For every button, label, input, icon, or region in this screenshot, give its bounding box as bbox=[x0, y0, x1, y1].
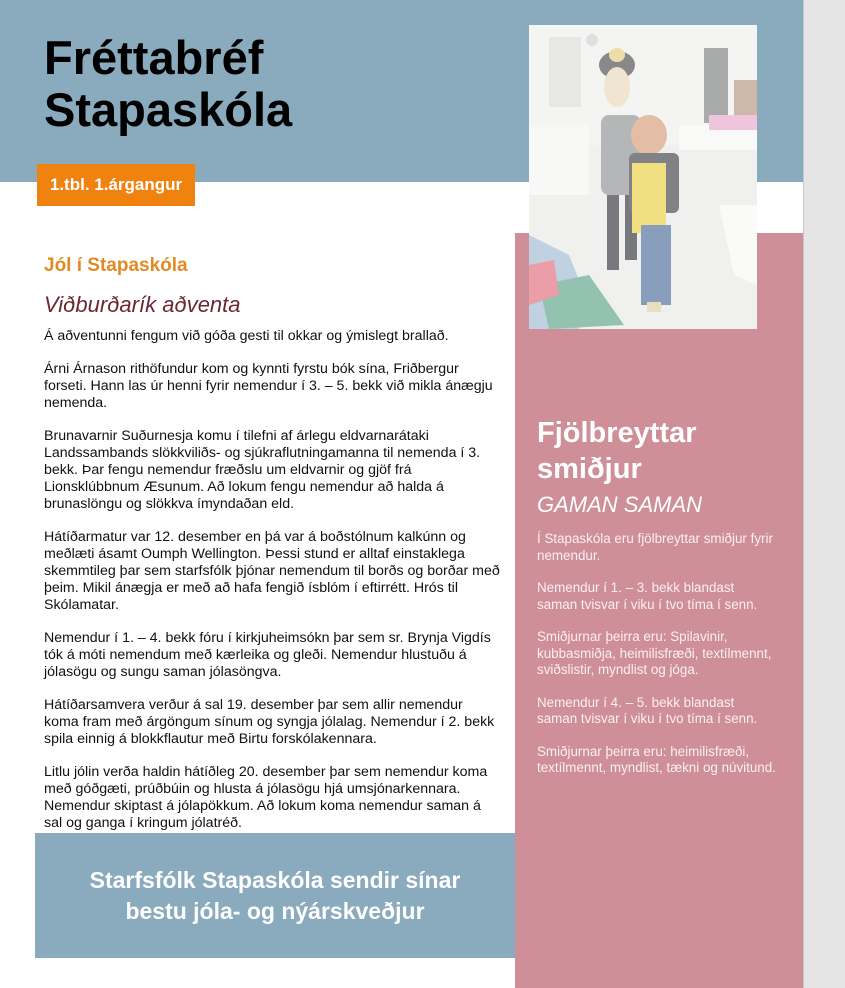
sidebar-paragraph: Nemendur í 1. – 3. bekk blandast saman tvisvar í viku í tvo tíma í senn. bbox=[537, 580, 758, 612]
photo-illustration bbox=[529, 25, 757, 329]
title-line-1: Fréttabréf bbox=[44, 31, 264, 84]
sidebar-paragraph: Í Stapaskóla eru fjölbreyttar smiðjur fyrir nemendur. bbox=[537, 531, 773, 563]
newsletter-title bbox=[44, 32, 292, 136]
greeting-box bbox=[35, 833, 515, 958]
title-line-2: Stapaskóla bbox=[44, 83, 293, 136]
article-paragraph: Hátíðarsamvera verður á sal 19. desember þar sem allir nemendur koma fram með árgöngum sínum og syngja jólalag. Nemendur í 2. bekk spila einnig á blokkflautur með Birtu forskólakennara. bbox=[44, 697, 495, 747]
article-paragraph: Nemendur í 1. – 4. bekk fóru í kirkjuheimsókn þar sem sr. Brynja Vigdís tók á móti nemendum með kærleika og gleði. Nemendur hlustuðu á jólasögu og sungu saman jólasöngva. bbox=[44, 630, 491, 680]
sidebar-title-line-2: smiðjur bbox=[537, 453, 642, 485]
article-body bbox=[44, 328, 500, 832]
issue-badge: 1.tbl. 1.árgangur bbox=[37, 164, 195, 206]
article-kicker: Jól í Stapaskóla bbox=[44, 255, 188, 276]
sidebar-paragraph: Smiðjurnar þeirra eru: heimilisfræði, textílmennt, myndlist, tækni og núvitund. bbox=[537, 743, 776, 775]
sidebar-article bbox=[537, 415, 777, 793]
article-paragraph: Á aðventunni fengum við góða gesti til okkar og ýmislegt brallað. bbox=[44, 328, 449, 344]
sidebar-title bbox=[537, 415, 777, 487]
sidebar-paragraph: Smiðjurnar þeirra eru: Spilavinir, kubbasmiðja, heimilisfræði, textílmennt, sviðslistir, myndlist og jóga. bbox=[537, 629, 772, 677]
sidebar-photo bbox=[529, 25, 757, 329]
main-article bbox=[44, 254, 500, 848]
sidebar-paragraph: Nemendur í 4. – 5. bekk blandast saman tvisvar í viku í tvo tíma í senn. bbox=[537, 694, 758, 726]
article-subtitle: Viðburðarík aðventa bbox=[44, 292, 241, 317]
window-background bbox=[803, 0, 845, 988]
greeting-text bbox=[90, 865, 461, 927]
article-paragraph: Árni Árnason rithöfundur kom og kynnti fyrstu bók sína, Friðbergur forseti. Hann las úr henni fyrir nemendur í 3. – 5. bekk við mikla ánægju nemenda. bbox=[44, 361, 493, 411]
article-paragraph: Litlu jólin verða haldin hátíðleg 20. desember þar sem nemendur koma með góðgæti, prúðbúin og hlusta á jólasögu hjá umsjónarkennara. Nemendur skiptast á jólapökkum. Að lokum koma nemendur saman á sal og ganga í kringum jólatréð. bbox=[44, 764, 488, 831]
sidebar-tagline: GAMAN SAMAN bbox=[537, 492, 703, 517]
greeting-line-2: bestu jóla- og nýárskveðjur bbox=[125, 897, 425, 924]
article-paragraph: Hátíðarmatur var 12. desember en þá var á boðstólnum kalkúnn og meðlæti ásamt Oumph Wellington. Þessi stund er alltaf einstaklega skemmtileg þar sem starfsfólk þjónar nemendum til borðs og borðar með þeim. Mikil ánægja er með að hafa fengið ísblóm í eftirrétt. Hrós til Skólamatar. bbox=[44, 529, 500, 613]
greeting-line-1: Starfsfólk Stapaskóla sendir sínar bbox=[89, 866, 461, 893]
sidebar-title-line-1: Fjölbreyttar bbox=[537, 417, 697, 449]
article-paragraph: Brunavarnir Suðurnesja komu í tilefni af árlegu eldvarnarátaki Landssambands slökkviliðs- og sjúkraflutningamanna til nemenda í 3. bekk. Þar fengu nemendur fræðslu um eldvarnir og gjöf frá Lionsklúbbnum Æsunum. Að lokum fengu nemendur að halda á brunaslöngu og slökkva ímyndaðan eld. bbox=[44, 428, 481, 512]
